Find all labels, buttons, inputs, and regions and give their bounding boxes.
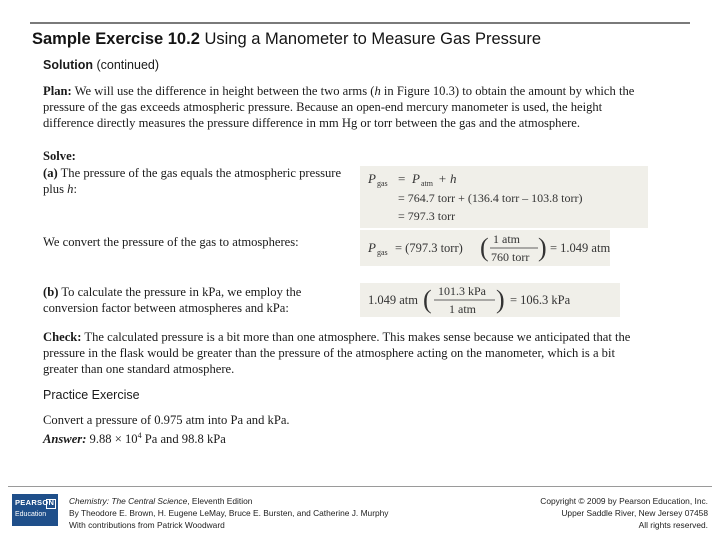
equation-convert-atm <box>360 230 610 266</box>
copyright-address: Upper Saddle River, New Jersey 07458 <box>561 508 708 518</box>
practice-paragraph <box>43 412 653 448</box>
eq1-lhs: P <box>368 171 376 186</box>
part-a-h: h <box>67 182 74 197</box>
pearson-logo <box>12 494 58 526</box>
title-exercise-number: Sample Exercise 10.2 <box>32 30 200 48</box>
eq2-paren-open: ( <box>480 233 489 262</box>
eq3-lhs: 1.049 atm <box>368 293 418 307</box>
footer-book-line <box>69 495 389 507</box>
check-label: Check: <box>43 330 82 344</box>
part-a-text: The pressure of the gas equals the atmospheric pressure plus <box>43 166 342 197</box>
logo-mark-icon <box>46 499 56 509</box>
eq1-p-atm: P <box>412 171 420 186</box>
solve-label: Solve: <box>43 149 76 163</box>
eq2-paren-close: ) <box>538 233 547 262</box>
answer-label: Answer: <box>43 432 87 447</box>
eq2-numerator: 1 atm <box>493 232 520 246</box>
equation-gas-pressure <box>360 166 648 228</box>
section-subtitle <box>43 58 159 72</box>
footer-authors: By Theodore E. Brown, H. Eugene LeMay, Bruce E. Bursten, and Catherine J. Murphy <box>69 508 389 518</box>
part-b-text: To calculate the pressure in kPa, we employ the conversion factor between atmospheres and kPa: <box>43 285 302 316</box>
part-a-label: (a) <box>43 166 58 180</box>
practice-answer <box>43 428 653 447</box>
eq1-atm-sub: atm <box>421 179 433 188</box>
part-a-colon: : <box>73 182 77 197</box>
subtitle-solution: Solution <box>43 58 93 72</box>
plan-h: h <box>374 84 381 98</box>
convert-atm-text: We convert the pressure of the gas to atmospheres: <box>43 235 299 249</box>
footer-book-info <box>69 495 389 531</box>
subtitle-continued: (continued) <box>93 58 160 72</box>
logo-line1: PEARSON <box>15 498 55 507</box>
eq1-equals: = <box>398 171 406 186</box>
eq1-lhs-sub: gas <box>377 179 388 188</box>
eq1-line2: = 764.7 torr + (136.4 torr – 103.8 torr) <box>398 191 583 205</box>
check-paragraph <box>43 329 653 378</box>
page-title <box>32 30 541 49</box>
footer-divider <box>8 486 712 487</box>
part-b-paragraph <box>43 284 343 316</box>
eq2-lhs-sub: gas <box>377 248 388 257</box>
eq2-torr: = (797.3 torr) <box>395 241 463 255</box>
eq2-denominator: 760 torr <box>491 250 530 264</box>
eq3-paren-open: ( <box>423 285 432 314</box>
eq1-plus-h: + h <box>438 171 457 186</box>
footer-copyright <box>540 495 708 531</box>
equation-convert-kpa <box>360 283 620 317</box>
answer-units: Pa and 98.8 kPa <box>141 432 226 447</box>
practice-heading: Practice Exercise <box>43 388 140 402</box>
book-edition: , Eleventh Edition <box>187 496 253 506</box>
practice-question: Convert a pressure of 0.975 atm into Pa and kPa. <box>43 413 290 427</box>
check-text: The calculated pressure is a bit more than one atmosphere. This makes sense because we anticipated that the pressure in the flask would be greater than the pressure of the atmosphere acting on the manometer, which is a bit greater than one standard atmosphere. <box>43 330 631 377</box>
eq2-result: = 1.049 atm <box>550 241 610 255</box>
eq3-result: = 106.3 kPa <box>510 293 571 307</box>
logo-line2: Education <box>15 511 47 518</box>
book-title: Chemistry: The Central Science <box>69 496 188 506</box>
part-a-paragraph <box>43 165 343 197</box>
copyright-line: Copyright © 2009 by Pearson Education, Inc. <box>540 496 708 506</box>
copyright-rights: All rights reserved. <box>638 520 708 530</box>
plan-text-a: We will use the difference in height between the two arms ( <box>71 84 375 98</box>
eq2-lhs: P <box>368 240 376 255</box>
part-b-label: (b) <box>43 285 59 299</box>
eq3-paren-close: ) <box>496 285 505 314</box>
answer-mantissa: 9.88 × 10 <box>86 432 138 447</box>
eq1-line3: = 797.3 torr <box>398 209 456 223</box>
eq3-numerator: 101.3 kPa <box>438 284 486 298</box>
answer-exponent: 4 <box>137 431 142 441</box>
title-text: Using a Manometer to Measure Gas Pressure <box>199 30 542 48</box>
plan-label: Plan: <box>43 84 72 98</box>
footer-contributions: With contributions from Patrick Woodward <box>69 520 225 530</box>
header-divider <box>30 22 690 24</box>
plan-paragraph <box>43 83 653 132</box>
plan-text-b: in Figure 10.3) to obtain the amount by which the pressure of the gas exceeds atmospheric pressure. Because an open-end mercury manometer is used, the height difference directly measures the pressure difference in mm Hg or torr between the gas and the atmosphere. <box>43 84 635 131</box>
eq3-denominator: 1 atm <box>449 302 476 316</box>
